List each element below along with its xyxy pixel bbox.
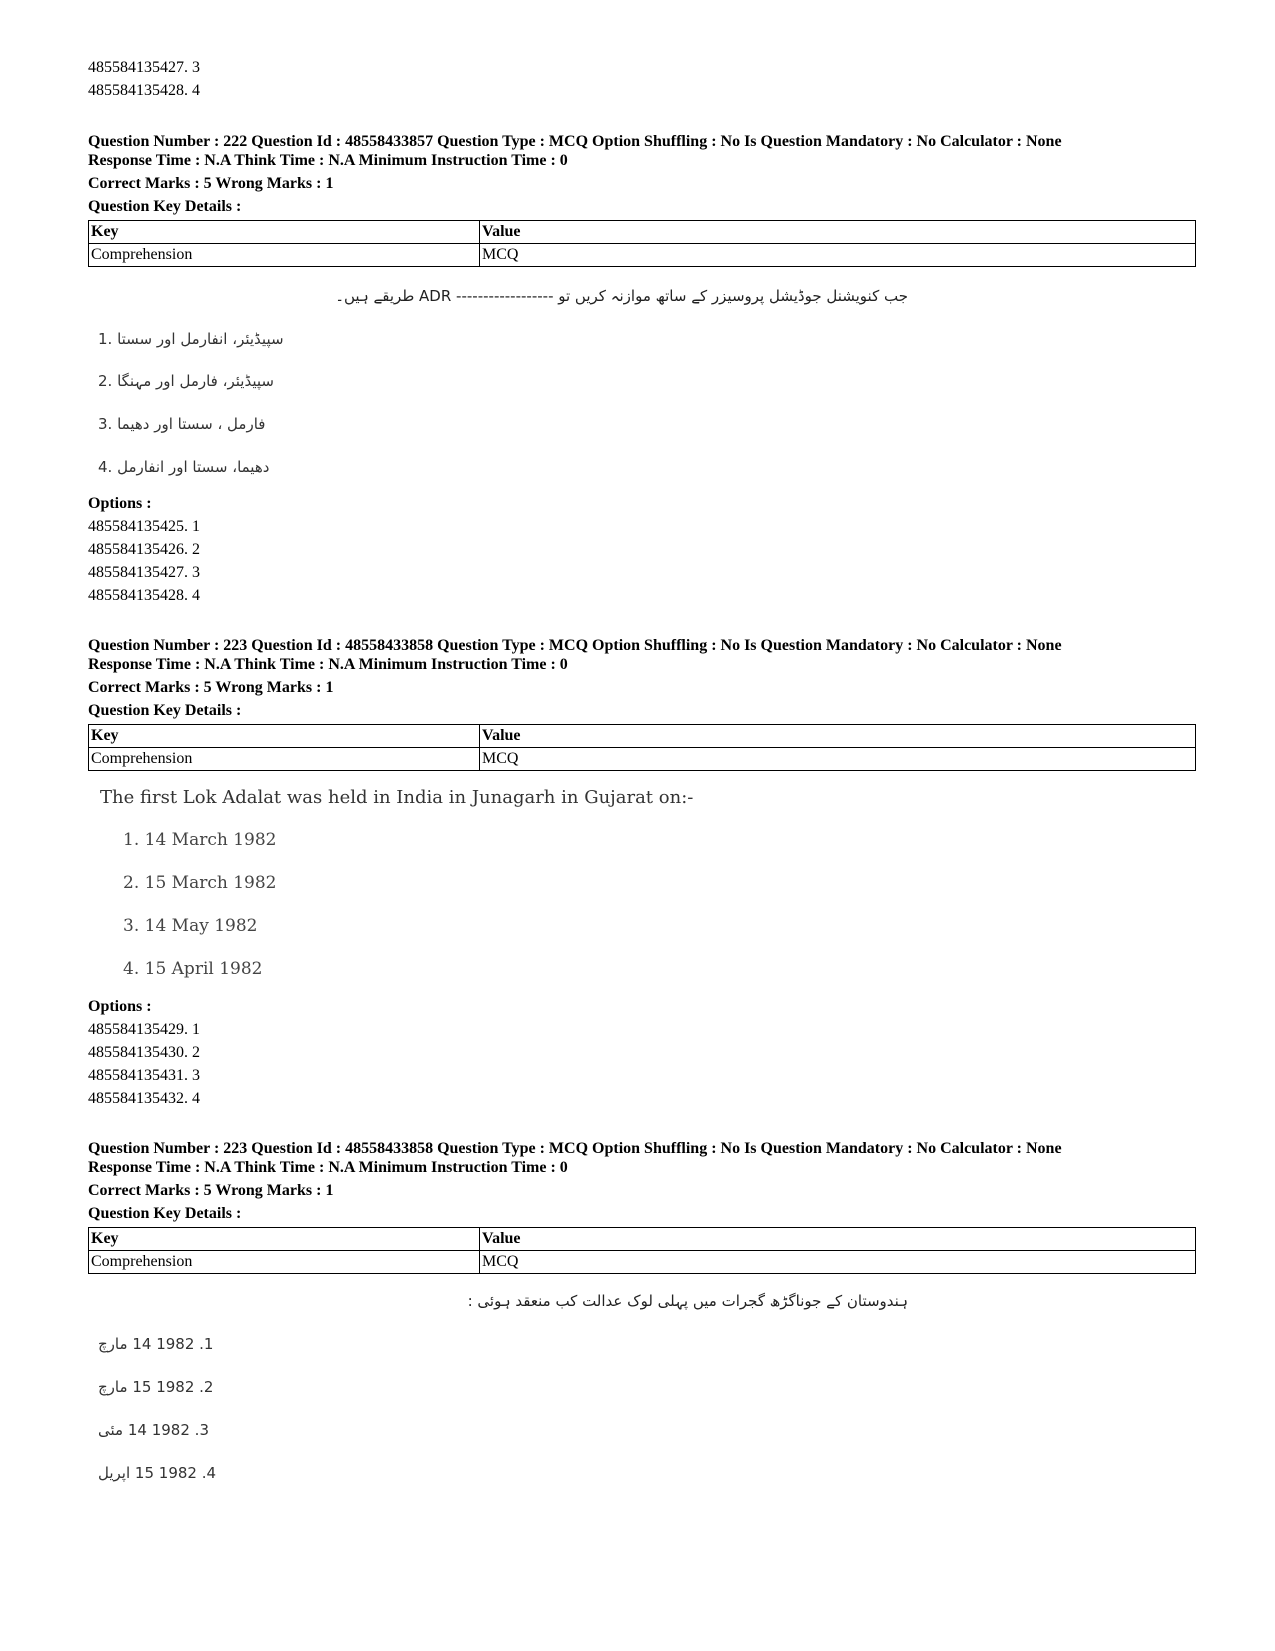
choice-item: 1. 1982 14 مارچ [98,1335,214,1353]
table-header-value: Value [480,1228,1196,1251]
key-details-table [88,1227,1196,1274]
choice-item: 2. 15 March 1982 [123,873,277,893]
question-timing: Response Time : N.A Think Time : N.A Minimum Instruction Time : 0 [88,656,568,673]
option-line: 485584135428. 4 [88,82,200,99]
option-line: 485584135430. 2 [88,1044,200,1061]
choice-item: 3. 14 May 1982 [123,916,258,936]
option-line: 485584135427. 3 [88,564,200,581]
options-label: Options : [88,495,152,512]
choice-item: سپیڈیئر، فارمل اور مہنگا .2 [98,372,274,390]
key-details-label: Question Key Details : [88,702,242,719]
choice-item: فارمل ، سستا اور دھیما .3 [98,415,266,433]
question-text: ہندوستان کے جوناگڑھ گجرات میں پہلی لوک عدالت کب منعقد ہوئی : [467,1292,908,1310]
table-cell-key: Comprehension [89,1251,480,1274]
choice-item: 4. 15 April 1982 [123,959,263,979]
table-cell-key: Comprehension [89,244,480,267]
option-line: 485584135431. 3 [88,1067,200,1084]
table-header-key: Key [89,725,480,748]
question-meta: Question Number : 222 Question Id : 48558433857 Question Type : MCQ Option Shuffling : No Is Question Mandatory : No Calculator : None [88,133,1062,150]
option-line: 485584135425. 1 [88,518,200,535]
question-text: The first Lok Adalat was held in India in Junagarh in Gujarat on:- [100,787,694,808]
question-timing: Response Time : N.A Think Time : N.A Minimum Instruction Time : 0 [88,1159,568,1176]
table-cell-key: Comprehension [89,748,480,771]
choice-item: دھیما، سستا اور انفارمل .4 [98,458,270,476]
table-header-value: Value [480,221,1196,244]
choice-item: 4. 1982 15 اپریل [98,1464,217,1482]
option-line: 485584135428. 4 [88,587,200,604]
key-details-label: Question Key Details : [88,1205,242,1222]
question-marks: Correct Marks : 5 Wrong Marks : 1 [88,679,334,696]
key-details-table [88,220,1196,267]
option-line: 485584135432. 4 [88,1090,200,1107]
choice-item: 3. 1982 14 مئی [98,1421,209,1439]
question-meta: Question Number : 223 Question Id : 48558433858 Question Type : MCQ Option Shuffling : No Is Question Mandatory : No Calculator : None [88,1140,1062,1157]
question-marks: Correct Marks : 5 Wrong Marks : 1 [88,1182,334,1199]
question-meta: Question Number : 223 Question Id : 48558433858 Question Type : MCQ Option Shuffling : No Is Question Mandatory : No Calculator : None [88,637,1062,654]
question-text: جب کنویشنل جوڈیشل پروسیزر کے ساتھ موازنہ کریں تو ------------------ ADR طریقے ہیں۔ [335,287,908,305]
option-line: 485584135426. 2 [88,541,200,558]
question-timing: Response Time : N.A Think Time : N.A Minimum Instruction Time : 0 [88,152,568,169]
table-cell-value: MCQ [480,244,1196,267]
table-header-key: Key [89,1228,480,1251]
choice-item: 2. 1982 15 مارچ [98,1378,214,1396]
table-header-value: Value [480,725,1196,748]
option-line: 485584135427. 3 [88,59,200,76]
options-label: Options : [88,998,152,1015]
table-cell-value: MCQ [480,1251,1196,1274]
key-details-table [88,724,1196,771]
key-details-label: Question Key Details : [88,198,242,215]
choice-item: 1. 14 March 1982 [123,830,277,850]
table-header-key: Key [89,221,480,244]
table-cell-value: MCQ [480,748,1196,771]
option-line: 485584135429. 1 [88,1021,200,1038]
choice-item: سپیڈیئر، انفارمل اور سستا .1 [98,330,284,348]
question-marks: Correct Marks : 5 Wrong Marks : 1 [88,175,334,192]
